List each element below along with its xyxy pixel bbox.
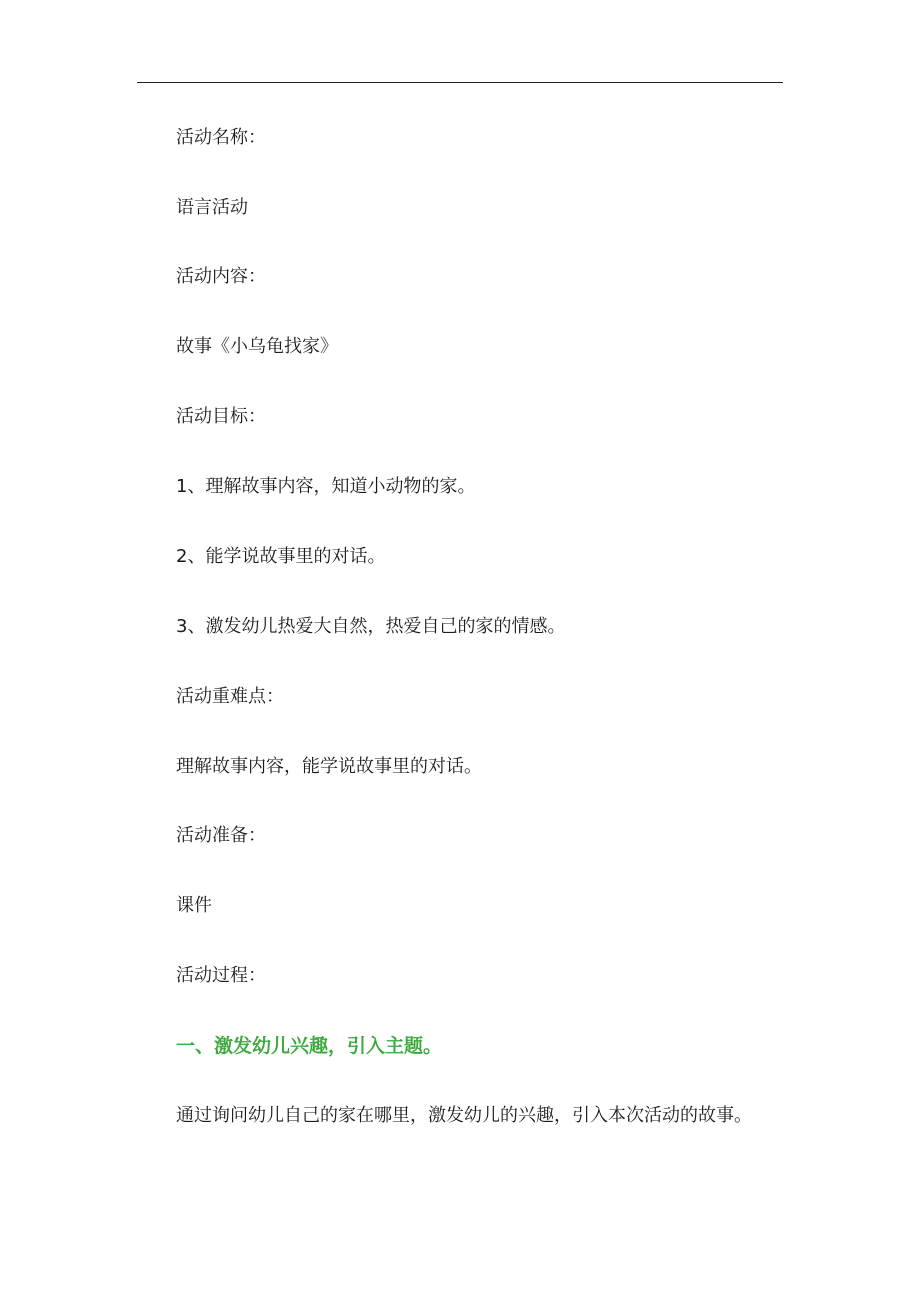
value-preparation: 课件: [176, 895, 212, 916]
label-activity-name: 活动名称：: [176, 127, 266, 148]
goal-item-1: 1、理解故事内容，知道小动物的家。: [176, 476, 476, 497]
label-key-points: 活动重难点：: [176, 686, 284, 707]
label-activity-goals: 活动目标：: [176, 406, 266, 427]
section-heading: 一、激发幼儿兴趣，引入主题。: [176, 1035, 443, 1057]
header-rule: [137, 82, 783, 83]
goal-item-3: 3、激发幼儿热爱大自然，热爱自己的家的情感。: [176, 616, 566, 637]
label-preparation: 活动准备：: [176, 825, 266, 846]
value-activity-content: 故事《小乌龟找家》: [176, 336, 338, 357]
label-process: 活动过程：: [176, 965, 266, 986]
goal-item-2: 2、能学说故事里的对话。: [176, 546, 386, 567]
value-key-points: 理解故事内容，能学说故事里的对话。: [176, 756, 482, 777]
label-activity-content: 活动内容：: [176, 266, 266, 287]
section-body: 通过询问幼儿自己的家在哪里，激发幼儿的兴趣，引入本次活动的故事。: [176, 1105, 752, 1126]
value-activity-name: 语言活动: [176, 197, 248, 218]
